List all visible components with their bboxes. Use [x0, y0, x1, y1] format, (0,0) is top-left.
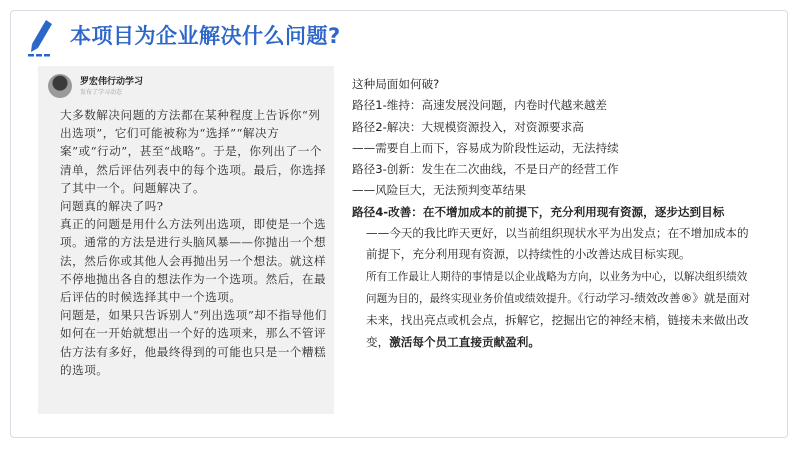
summary-part-1: 所有工作最让人期待的事情是以企业战略为方向，以业务为中心，以解决组织绩效问题为目的，最终实现业务价值或绩效提升。 [366, 270, 748, 305]
path-3-note: ——风险巨大，无法预判变革结果 [352, 183, 526, 198]
article-paragraph: 真正的问题是用什么方法列出选项，即使是一个选项。通常的方法是进行头脑风暴——你抛出一个想法，然后你或其他人会再抛出另一个想法。就这样不停地抛出各自的想法作为一个选项。然后，在最后评估的时候选择其中一个选项。 [60, 217, 327, 305]
path-1: 路径1-维持：高速发展没问题，内卷时代越来越差 [352, 98, 608, 113]
post-header [48, 74, 143, 98]
intro-line: 这种局面如何破? [352, 77, 440, 91]
page-title: 本项目为企业解决什么问题? [70, 24, 341, 48]
avatar [48, 74, 72, 98]
content-text [352, 74, 752, 353]
article-paragraph: 问题是，如果只告诉别人“列出选项”却不指导他们如何在一开始就想出一个好的选项来，那么不管评估方法有多好，他最终得到的可能也只是一个糟糕的选项。 [60, 308, 327, 377]
path-2-note: ——需要自上而下，容易成为阶段性运动，无法持续 [352, 140, 619, 155]
article-body [60, 106, 328, 379]
summary-paragraph [352, 266, 752, 353]
article-paragraph: 问题真的解决了吗? [60, 199, 164, 214]
summary-part-2: 《行动学习-绩效改善®》就是面对未来，找出亮点或机会点，拆解它，挖掘出它的神经末梢，链接未来做出改变， [366, 290, 751, 349]
pencil-icon [26, 18, 60, 58]
path-4: 路径4-改善：在不增加成本的前提下，充分利用现有资源，逐步达到目标 [352, 204, 725, 219]
path-3: 路径3-创新：发生在二次曲线，不是日产的经营工作 [352, 162, 619, 177]
article-paragraph: 大多数解决问题的方法都在某种程度上告诉你“列出选项”，它们可能被称为“选择”“解决方案”或“行动”，甚至“战略”。于是，你列出了一个清单，然后评估列表中的每个选项。最后，你选择了其中一个。问题解决了。 [60, 108, 327, 195]
summary-bold: 激活每个员工直接贡献盈利。 [389, 334, 540, 349]
path-4-note: ——今天的我比昨天更好，以当前组织现状水平为出发点；在不增加成本的前提下，充分利用现有资源，以持续性的小改善达成目标实现。 [366, 226, 749, 262]
author-subtitle: 发布了学习动态 [80, 88, 123, 96]
path-2: 路径2-解决：大规模资源投入，对资源要求高 [352, 119, 584, 134]
article-screenshot [38, 66, 334, 414]
author-name: 罗宏伟行动学习 [80, 76, 144, 87]
